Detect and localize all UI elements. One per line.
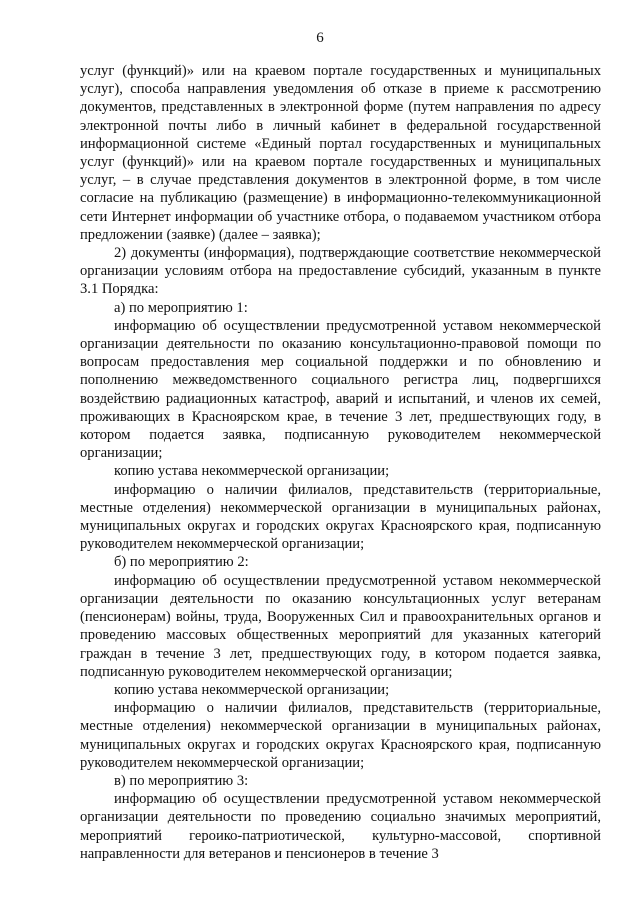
paragraph-2: 2) документы (информация), подтверждающие соответствие некоммерческой организации условиям отбора на предоставление субсидий, указанным в пункте 3.1 Порядка: [80,245,601,298]
paragraph-9: копию устава некоммерческой организации; [114,681,390,698]
paragraph-8: информацию об осуществлении предусмотренной уставом некоммерческой организации деятельности по оказанию консультационных услуг ветеранам (пенсионерам) войны, труда, Вооруженных Сил и правоохранительных органов и проведению массовых общественных мероприятий для указанных категорий граждан в течение 3 лет, предшествующих году, в котором подается заявка, подписанную руководителем некоммерческой организации; [80,572,601,680]
document-body [80,62,601,863]
paragraph-1: услуг (функций)» или на краевом портале государственных и муниципальных услуг), способа направления уведомления об отказе в приеме к рассмотрению документов, представленных в электронной форме (путем направления по адресу электронной почты либо в личный кабинет в федеральной государственной информационной системе «Единый портал государственных и муниципальных услуг (функций)» или на краевом портале государственных и муниципальных услуг, – в случае представления документов в электронной форме, в том числе согласие на публикацию (размещение) в информационно-телекоммуникационной сети Интернет информации об участнике отбора, о подаваемом участником отбора предложении (заявке) (далее – заявка); [80,63,601,243]
paragraph-6: информацию о наличии филиалов, представительств (территориальные, местные отделения) некоммерческой организации в муниципальных районах, муниципальных округах и городских округах Красноярского края, подписанную руководителем некоммерческой организации; [80,481,601,553]
paragraph-5: копию устава некоммерческой организации; [114,463,390,480]
paragraph-10: информацию о наличии филиалов, представительств (территориальные, местные отделения) некоммерческой организации в муниципальных районах, муниципальных округах и городских округах Красноярского края, подписанную руководителем некоммерческой организации; [80,700,601,771]
paragraph-3: а) по мероприятию 1: [114,299,248,316]
paragraph-4: информацию об осуществлении предусмотренной уставом некоммерческой организации деятельности по оказанию консультационно-правовой помощи по вопросам предоставления мер социальной поддержки и по обновлению и пополнению межведомственного социального регистра лиц, подвергшихся воздействию радиационных катастроф, аварий и испытаний, и членов их семей, проживающих в Красноярском крае, в течение 3 лет, предшествующих году, в котором подается заявка, подписанную руководителем некоммерческой организации; [80,317,601,462]
paragraph-11: в) по мероприятию 3: [114,772,249,789]
page-number: 6 [316,30,324,46]
paragraph-7: б) по мероприятию 2: [114,554,249,571]
paragraph-12: информацию об осуществлении предусмотренной уставом некоммерческой организации деятельности по проведению социально значимых мероприятий, мероприятий героико-патриотической, культурно-массовой, спортивной направленности для ветеранов и пенсионеров в течение 3 [80,791,601,862]
